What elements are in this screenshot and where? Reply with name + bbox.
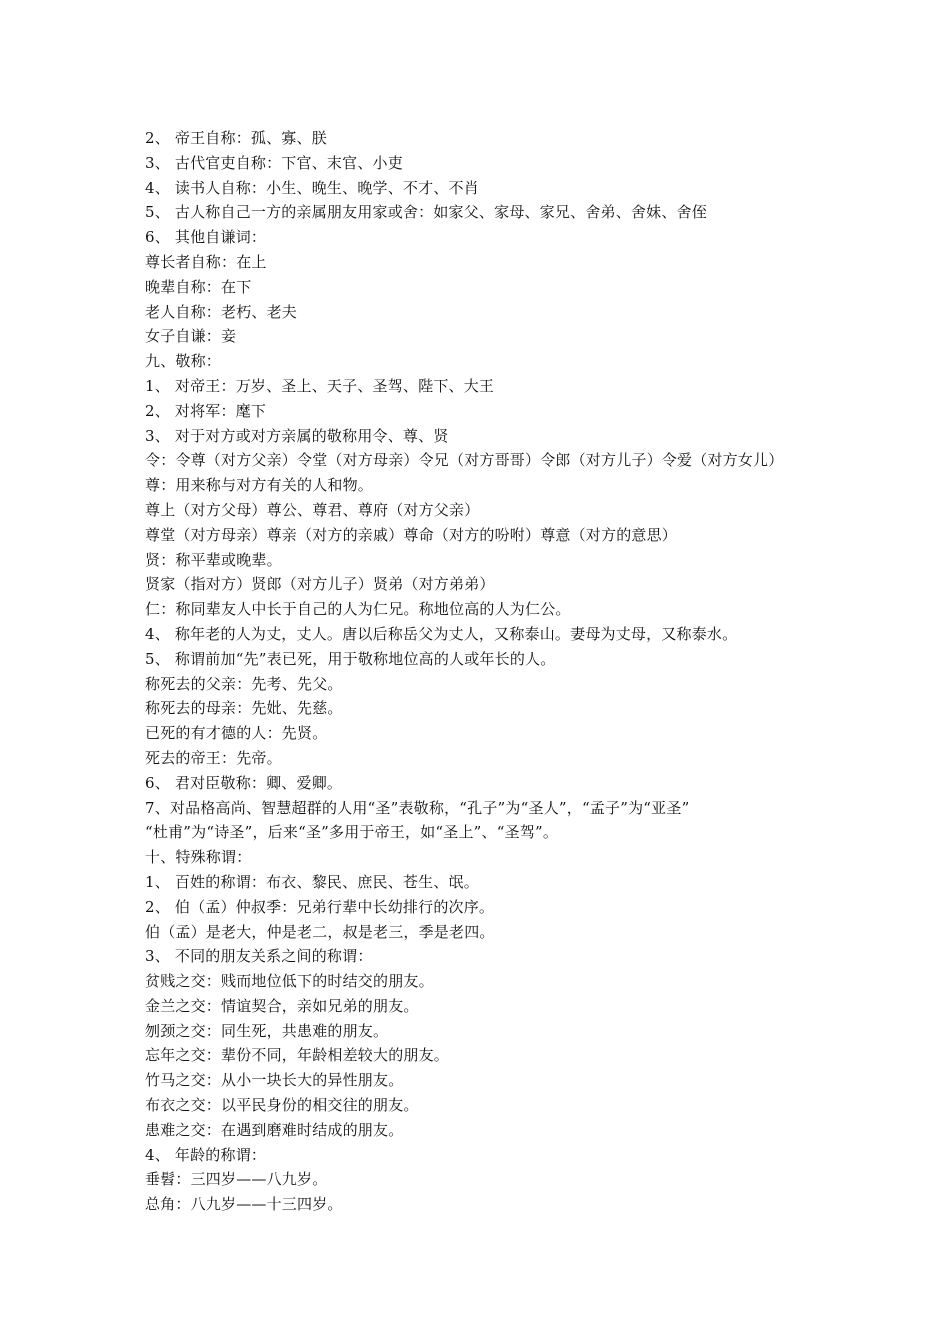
- text-line: 患难之交：在遇到磨难时结成的朋友。: [145, 1120, 404, 1139]
- text-line: 2、 伯（孟）仲叔季：兄弟行辈中长幼排行的次序。: [145, 897, 495, 916]
- text-line: 1、 百姓的称谓：布衣、黎民、庶民、苍生、氓。: [145, 872, 479, 891]
- text-line: 4、 称年老的人为丈，丈人。唐以后称岳父为丈人，又称泰山。妻母为丈母，又称泰水。: [145, 624, 738, 643]
- text-line: 死去的帝王：先帝。: [145, 748, 282, 767]
- text-line: 2、 对将军：麾下: [145, 401, 267, 420]
- text-line: 令：令尊（对方父亲）令堂（对方母亲）令兄（对方哥哥）令郎（对方儿子）令爱（对方女儿）: [145, 451, 784, 470]
- text-line: 竹马之交：从小一块长大的异性朋友。: [145, 1071, 404, 1090]
- text-line: 尊堂（对方母亲）尊亲（对方的亲戚）尊命（对方的吩咐）尊意（对方的意思）: [145, 525, 678, 544]
- text-line: 称死去的母亲：先妣、先慈。: [145, 699, 343, 718]
- text-line: 总角：八九岁——十三四岁。: [145, 1195, 343, 1214]
- text-line: 布衣之交：以平民身份的相交往的朋友。: [145, 1096, 419, 1115]
- text-line: 老人自称：老朽、老夫: [145, 302, 298, 321]
- text-line: 金兰之交：情谊契合，亲如兄弟的朋友。: [145, 996, 419, 1015]
- text-line: 6、 君对臣敬称：卿、爱卿。: [145, 773, 343, 792]
- text-line: 女子自谦：妾: [145, 327, 237, 346]
- text-line: 7、对品格高尚、智慧超群的人用“圣”表敬称，“孔子”为“圣人”，“孟子”为“亚圣”: [145, 798, 690, 817]
- text-line: 6、 其他自谦词：: [145, 228, 267, 247]
- text-line: 3、 对于对方或对方亲属的敬称用令、尊、贤: [145, 426, 449, 445]
- text-line: 贫贱之交：贱而地位低下的时结交的朋友。: [145, 972, 434, 991]
- text-line: 垂髫：三四岁——八九岁。: [145, 1170, 328, 1189]
- text-line: 贤家（指对方）贤郎（对方儿子）贤弟（对方弟弟）: [145, 575, 495, 594]
- text-line: 已死的有才德的人：先贤。: [145, 724, 328, 743]
- text-line: 伯（孟）是老大，仲是老二，叔是老三，季是老四。: [145, 922, 495, 941]
- text-line: 2、 帝王自称：孤、寡、朕: [145, 129, 327, 147]
- text-line: 尊上（对方父母）尊公、尊君、尊府（对方父亲）: [145, 500, 480, 519]
- text-line: 尊：用来称与对方有关的人和物。: [145, 476, 374, 495]
- text-line: 4、 读书人自称：小生、晚生、晚学、不才、不肖: [145, 178, 479, 197]
- text-line: 贤：称平辈或晚辈。: [145, 550, 282, 569]
- document-body: [145, 126, 825, 1217]
- text-line: 忘年之交：辈份不同，年龄相差较大的朋友。: [145, 1046, 450, 1065]
- text-line: 3、 古代官吏自称：下官、末官、小吏: [145, 153, 403, 172]
- text-line: 3、 不同的朋友关系之间的称谓：: [145, 947, 373, 966]
- section-heading: 十、特殊称谓：: [145, 848, 252, 867]
- section-heading: 九、敬称：: [145, 352, 222, 371]
- text-line: “杜甫”为“诗圣”，后来“圣”多用于帝王，如“圣上”、“圣驾”。: [145, 823, 559, 842]
- text-line: 5、 古人称自己一方的亲属朋友用家或舍：如家父、家母、家兄、舍弟、舍妹、舍侄: [145, 203, 707, 222]
- text-line: 刎颈之交：同生死，共患难的朋友。: [145, 1021, 389, 1040]
- text-line: 称死去的父亲：先考、先父。: [145, 674, 343, 693]
- text-line: 尊长者自称：在上: [145, 252, 267, 271]
- text-line: 1、 对帝王：万岁、圣上、天子、圣驾、陛下、大王: [145, 376, 495, 395]
- text-line: 5、 称谓前加“先”表已死，用于敬称地位高的人或年长的人。: [145, 649, 556, 668]
- text-line: 仁：称同辈友人中长于自己的人为仁兄。称地位高的人为仁公。: [145, 600, 571, 619]
- text-line: 4、 年龄的称谓：: [145, 1145, 267, 1164]
- text-line: 晚辈自称：在下: [145, 277, 252, 296]
